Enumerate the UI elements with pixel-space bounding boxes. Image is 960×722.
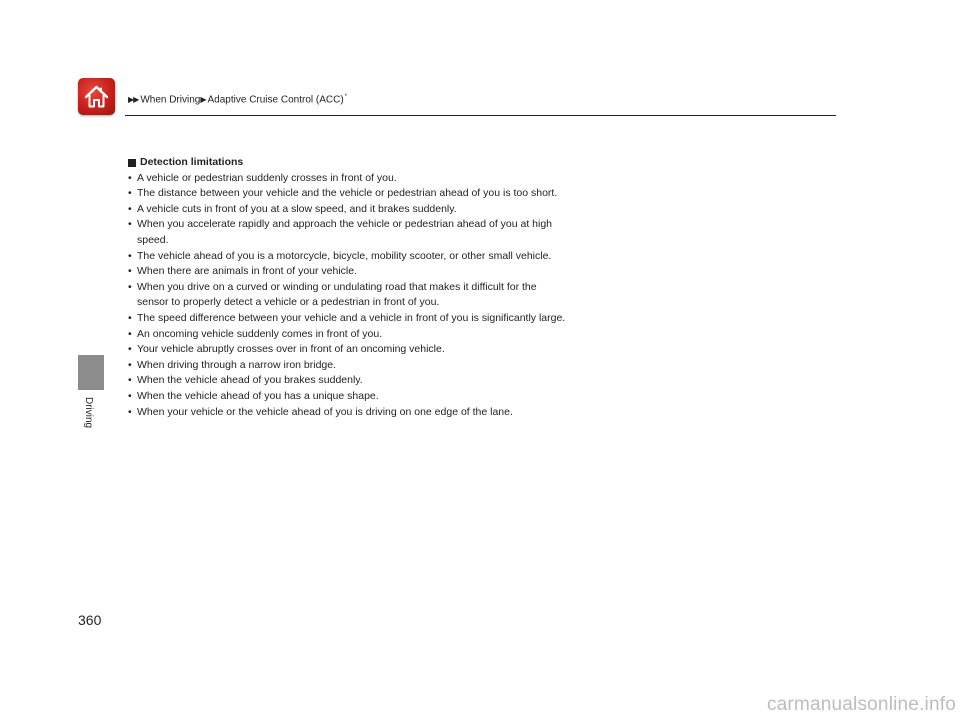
section-label-text: Driving — [83, 397, 94, 429]
watermark: carmanualsonline.info — [766, 694, 956, 715]
page-number: 360 — [78, 612, 102, 628]
list-item: • The distance between your vehicle and the vehicle or pedestrian ahead of you is too short. — [128, 186, 568, 202]
list-item: • When there are animals in front of your vehicle. — [128, 264, 568, 280]
breadcrumb-item-acc[interactable]: Adaptive Cruise Control (ACC) — [207, 94, 344, 106]
breadcrumb-arrow-icon: ▶▶ — [128, 95, 139, 105]
breadcrumb-arrow-icon: ▶ — [200, 95, 206, 105]
list-item: • When you accelerate rapidly and approach the vehicle or pedestrian ahead of you at high speed. — [128, 217, 568, 248]
limitations-list — [128, 171, 568, 421]
list-item: • When you drive on a curved or winding or undulating road that makes it difficult for the sensor to properly detect a vehicle or a pedestrian in front of you. — [128, 280, 568, 311]
list-item: • The speed difference between your vehicle and a vehicle in front of you is significantly large. — [128, 311, 568, 327]
breadcrumb-item-when-driving[interactable]: When Driving — [140, 94, 201, 106]
list-item: • An oncoming vehicle suddenly comes in front of you. — [128, 327, 568, 343]
list-item: • When the vehicle ahead of you has a unique shape. — [128, 389, 568, 405]
list-item: • When your vehicle or the vehicle ahead of you is driving on one edge of the lane. — [128, 405, 568, 421]
list-item: • The vehicle ahead of you is a motorcycle, bicycle, mobility scooter, or other small vehicle. — [128, 249, 568, 265]
home-icon — [82, 82, 111, 111]
breadcrumb — [128, 94, 347, 105]
section-label — [80, 397, 100, 447]
square-bullet-icon — [128, 159, 136, 167]
list-item: • A vehicle or pedestrian suddenly crosses in front of you. — [128, 171, 568, 187]
list-item: • A vehicle cuts in front of you at a slow speed, and it brakes suddenly. — [128, 202, 568, 218]
main-content — [128, 155, 568, 420]
list-item: • When driving through a narrow iron bridge. — [128, 358, 568, 374]
header-divider — [125, 115, 836, 116]
footnote-mark: * — [344, 94, 348, 100]
section-heading — [128, 155, 568, 171]
home-button[interactable] — [78, 78, 115, 115]
section-heading-text: Detection limitations — [140, 156, 244, 168]
list-item: • Your vehicle abruptly crosses over in front of an oncoming vehicle. — [128, 342, 568, 358]
list-item: • When the vehicle ahead of you brakes suddenly. — [128, 373, 568, 389]
section-tab[interactable] — [78, 355, 104, 390]
